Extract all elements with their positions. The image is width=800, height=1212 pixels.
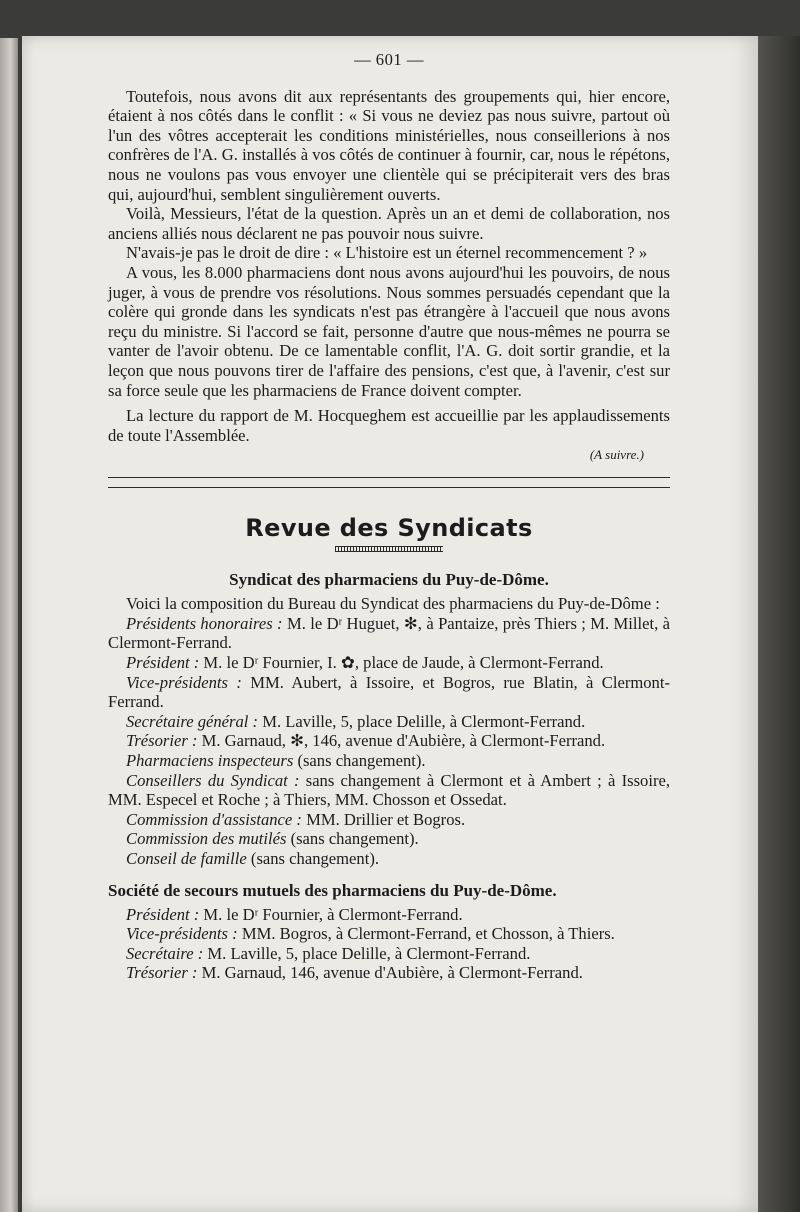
report-paragraph: La lecture du rapport de M. Hocqueghem est accueillie par les applaudissements de toute l'Assemblée. xyxy=(108,406,670,445)
to-be-continued: (A suivre.) xyxy=(589,447,644,463)
member-role: Conseillers du Syndicat : xyxy=(126,770,300,790)
member-details: M. Laville, 5, place Delille, à Clermont-Ferrand. xyxy=(258,711,586,731)
societe-heading: Société de secours mutuels des pharmaciens du Puy-de-Dôme. xyxy=(108,880,557,900)
member-details: (sans changement). xyxy=(293,751,426,771)
book-binding-edge xyxy=(758,36,800,1212)
member-entry xyxy=(108,905,670,925)
member-details: M. le Dʳ Fournier, I. ✿, place de Jaude, à Clermont-Ferrand. xyxy=(199,653,604,673)
member-role: Présidents honoraires : xyxy=(126,613,283,633)
member-role: Commission des mutilés xyxy=(126,829,287,849)
member-role: Secrétaire : xyxy=(126,943,204,963)
title-ornament xyxy=(335,546,443,552)
member-role: Secrétaire général : xyxy=(126,711,259,731)
member-entry xyxy=(108,712,670,732)
member-details: (sans changement). xyxy=(286,829,419,849)
member-details: M. Garnaud, 146, avenue d'Aubière, à Clermont-Ferrand. xyxy=(197,963,583,983)
syndicat-members xyxy=(108,614,670,869)
member-entry xyxy=(108,829,670,849)
member-entry xyxy=(108,751,670,771)
report-paragraph: N'avais-je pas le droit de dire : « L'histoire est un éternel recommencement ? » xyxy=(126,243,648,263)
member-entry xyxy=(108,731,670,751)
member-details: sans changement à Clermont et à Ambert ; à Issoire, MM. Especel et Roche ; à Thiers, MM. Chosson et Ossedat. xyxy=(108,770,670,810)
previous-page-edge xyxy=(0,38,18,1212)
member-entry xyxy=(108,653,670,673)
societe-members xyxy=(108,905,670,983)
member-entry xyxy=(108,673,670,712)
member-role: Conseil de famille xyxy=(126,849,247,868)
member-role: Vice-présidents : xyxy=(126,924,238,944)
member-details: MM. Aubert, à Issoire, et Bogros, rue Blatin, à Clermont-Ferrand. xyxy=(108,672,670,712)
member-details: MM. Drillier et Bogros. xyxy=(301,809,466,829)
member-entry xyxy=(108,771,670,810)
member-role: Président : xyxy=(126,904,200,924)
member-details: M. le Dʳ Fournier, à Clermont-Ferrand. xyxy=(199,904,463,924)
report-paragraph: A vous, les 8.000 pharmaciens dont nous avons aujourd'hui les pouvoirs, de nous juger, à vous de prendre vos résolutions. Nous sommes persuadés cependant que la colère qui gronde dans les syndicats n'est pas étrangère à l'accueil que nous avons reçu du ministre. Si l'accord se fait, personne d'autre que nous-mêmes ne pourra se vanter de l'avoir obtenu. De ce lamentable conflit, l'A. G. doit sortir grandie, et la leçon que nous pouvons tirer de l'affaire des pensions, c'est que, à l'avenir, c'est sur sa force seule que les pharmaciens de France doivent compter. xyxy=(108,262,670,400)
page-content xyxy=(108,50,670,983)
report-paragraph: Toutefois, nous avons dit aux représentants des groupements qui, hier encore, étaient à nos côtés dans le conflit : « Si vous ne deviez pas nous suivre, partout où l'un des vôtres accepterait les conditions ministérielles, nous conseillerions à nos confrères de l'A. G. installés à vos côtés de continuer à fournir, car, nous le répétons, nous ne voulons pas vous envoyer une clientèle qui se précipiterait vers des bras qui, aujourd'hui, semblent singulièrement ouverts. xyxy=(108,86,670,204)
member-role: Vice-présidents : xyxy=(126,672,242,692)
page-number: — 601 — xyxy=(354,50,424,69)
section-title: Revue des Syndicats xyxy=(245,514,533,543)
double-rule-divider xyxy=(108,477,670,488)
member-role: Président : xyxy=(126,653,200,673)
member-entry xyxy=(108,944,670,964)
member-details: M. Garnaud, ✻, 146, avenue d'Aubière, à Clermont-Ferrand. xyxy=(197,731,606,751)
syndicat-heading: Syndicat des pharmaciens du Puy-de-Dôme. xyxy=(229,570,549,590)
report-text xyxy=(108,87,670,446)
member-details: M. Laville, 5, place Delille, à Clermont-Ferrand. xyxy=(203,943,531,963)
member-role: Pharmaciens inspecteurs xyxy=(126,751,294,771)
report-paragraph: Voilà, Messieurs, l'état de la question. Après un an et demi de collaboration, nos anciens alliés nous déclarent ne pas pouvoir nous suivre. xyxy=(108,204,670,243)
member-details: (sans changement). xyxy=(246,849,380,868)
syndicat-intro: Voici la composition du Bureau du Syndicat des pharmaciens du Puy-de-Dôme : xyxy=(126,594,660,614)
member-details: MM. Bogros, à Clermont-Ferrand, et Chosson, à Thiers. xyxy=(237,924,615,944)
member-role: Trésorier : xyxy=(126,963,198,983)
member-role: Trésorier : xyxy=(126,731,198,751)
member-role: Commission d'assistance : xyxy=(126,809,302,829)
member-entry xyxy=(108,614,670,653)
member-entry xyxy=(108,849,670,869)
member-details: M. le Dʳ Huguet, ✻, à Pantaize, près Thiers ; M. Millet, à Clermont-Ferrand. xyxy=(108,613,671,653)
member-entry xyxy=(108,963,670,983)
member-entry xyxy=(108,924,670,944)
member-entry xyxy=(108,810,670,830)
